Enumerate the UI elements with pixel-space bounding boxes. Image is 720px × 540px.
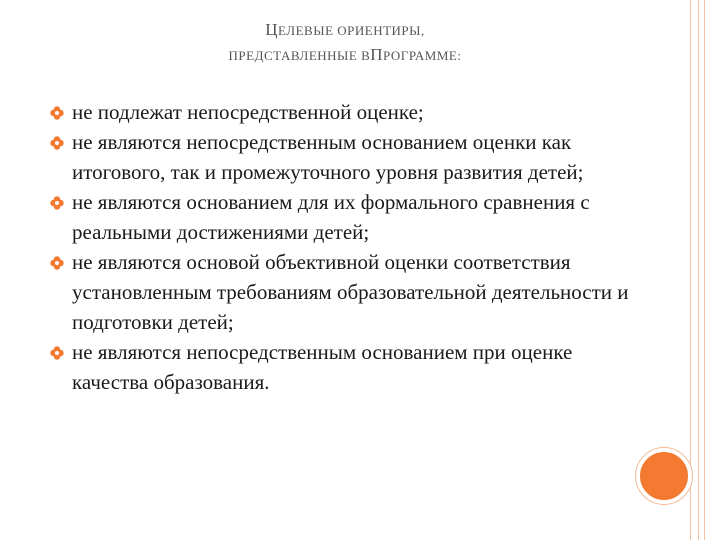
title-rest-1: ЕЛЕВЫЕ ОРИЕНТИРЫ, <box>278 23 425 38</box>
title-line-2 <box>70 43 620 68</box>
frame-line-right <box>704 0 705 540</box>
orange-flower-bullet-icon <box>50 136 64 150</box>
title-rest-2: РОГРАММЕ: <box>383 48 462 63</box>
title-cap-2: П <box>370 45 384 64</box>
list-item <box>50 127 630 187</box>
orange-flower-bullet-icon <box>50 346 64 360</box>
bullet-text: не являются непосредственным основанием при оценке качества образования. <box>72 340 573 394</box>
bullet-text: не подлежат непосредственной оценке; <box>72 100 424 124</box>
list-item <box>50 337 630 397</box>
slide-title <box>70 18 620 68</box>
orange-circle-decoration <box>636 448 692 504</box>
list-item <box>50 97 630 127</box>
bullet-text: не являются основой объективной оценки соответствия установленным требованиям образовательной деятельности и подготовки детей; <box>72 250 629 334</box>
orange-flower-bullet-icon <box>50 256 64 270</box>
bullet-list <box>50 97 630 397</box>
list-item <box>50 247 630 337</box>
title-pre-2: ПРЕДСТАВЛЕННЫЕ В <box>228 48 371 63</box>
bullet-text: не являются непосредственным основанием оценки как итогового, так и промежуточного уровня развития детей; <box>72 130 584 184</box>
orange-flower-bullet-icon <box>50 106 64 120</box>
bullet-text: не являются основанием для их формального сравнения с реальными достижениями детей; <box>72 190 590 244</box>
title-line-1 <box>70 18 620 43</box>
title-cap-1: Ц <box>265 20 279 39</box>
frame-line-left <box>690 0 691 540</box>
orange-flower-bullet-icon <box>50 196 64 210</box>
list-item <box>50 187 630 247</box>
frame-line-middle <box>698 0 699 540</box>
